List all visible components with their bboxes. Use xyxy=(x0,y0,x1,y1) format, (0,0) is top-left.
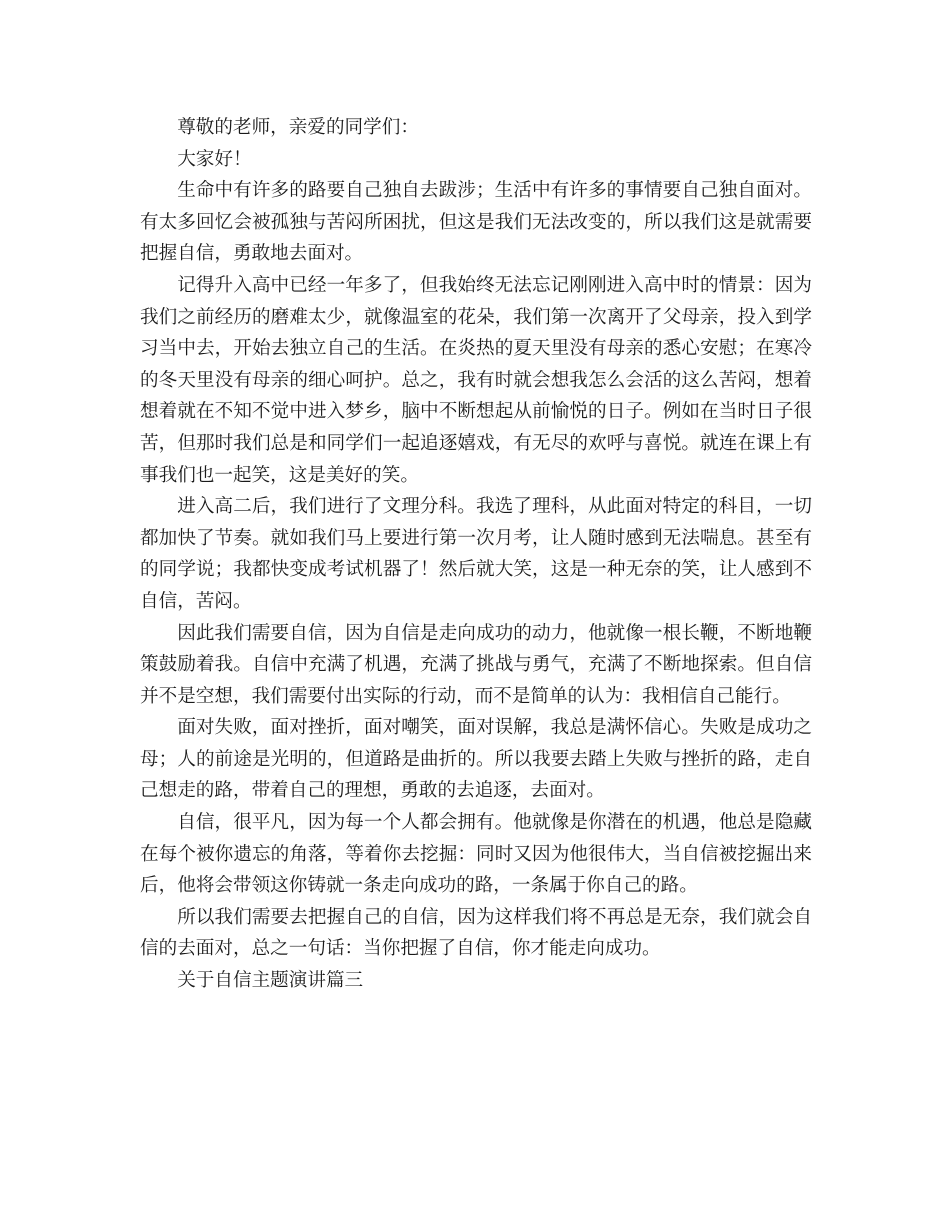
salutation: 尊敬的老师，亲爱的同学们： xyxy=(177,117,419,138)
body-paragraph: 进入高二后，我们进行了文理分科。我选了理科，从此面对特定的科目，一切都加快了节奏。就如我们马上要进行第一次月考，让人随时感到无法喘息。甚至有的同学说；我都快变成考试机器了！然后就大笑，这是一种无奈的笑，让人感到不自信，苦闷。 xyxy=(140,496,812,612)
body-paragraph: 面对失败，面对挫折，面对嘲笑，面对误解，我总是满怀信心。失败是成功之母；人的前途是光明的，但道路是曲折的。所以我要去踏上失败与挫折的路，走自己想走的路，带着自己的理想，勇敢的去追逐，去面对。 xyxy=(140,717,812,802)
greeting: 大家好！ xyxy=(177,148,252,170)
document-page xyxy=(140,112,812,997)
body-paragraph: 因此我们需要自信，因为自信是走向成功的动力，他就像一根长鞭，不断地鞭策鼓励着我。自信中充满了机遇，充满了挑战与勇气，充满了不断地探索。但自信并不是空想，我们需要付出实际的行动，而不是简单的认为：我相信自己能行。 xyxy=(140,622,812,707)
section-heading: 关于自信主题演讲篇三 xyxy=(177,970,364,992)
body-paragraph: 生命中有许多的路要自己独自去跋涉；生活中有许多的事情要自己独自面对。有太多回忆会被孤独与苦闷所困扰，但这是我们无法改变的，所以我们这是就需要把握自信，勇敢地去面对。 xyxy=(140,180,812,265)
body-paragraph: 记得升入高中已经一年多了，但我始终无法忘记刚刚进入高中时的情景：因为我们之前经历的磨难太少，就像温室的花朵，我们第一次离开了父母亲，投入到学习当中去，开始去独立自己的生活。在炎热的夏天里没有母亲的悉心安慰；在寒冷的冬天里没有母亲的细心呵护。总之，我有时就会想我怎么会活的这么苦闷，想着想着就在不知不觉中进入梦乡，脑中不断想起从前愉悦的日子。例如在当时日子很苦，但那时我们总是和同学们一起追逐嬉戏，有无尽的欢呼与喜悦。就连在课上有事我们也一起笑，这是美好的笑。 xyxy=(140,274,812,486)
body-paragraph: 所以我们需要去把握自己的自信，因为这样我们将不再总是无奈，我们就会自信的去面对，总之一句话：当你把握了自信，你才能走向成功。 xyxy=(140,906,812,960)
body-paragraph: 自信，很平凡，因为每一个人都会拥有。他就像是你潜在的机遇，他总是隐藏在每个被你遗忘的角落，等着你去挖掘：同时又因为他很伟大，当自信被挖掘出来后，他将会带领这你铸就一条走向成功的路，一条属于你自己的路。 xyxy=(140,812,812,897)
